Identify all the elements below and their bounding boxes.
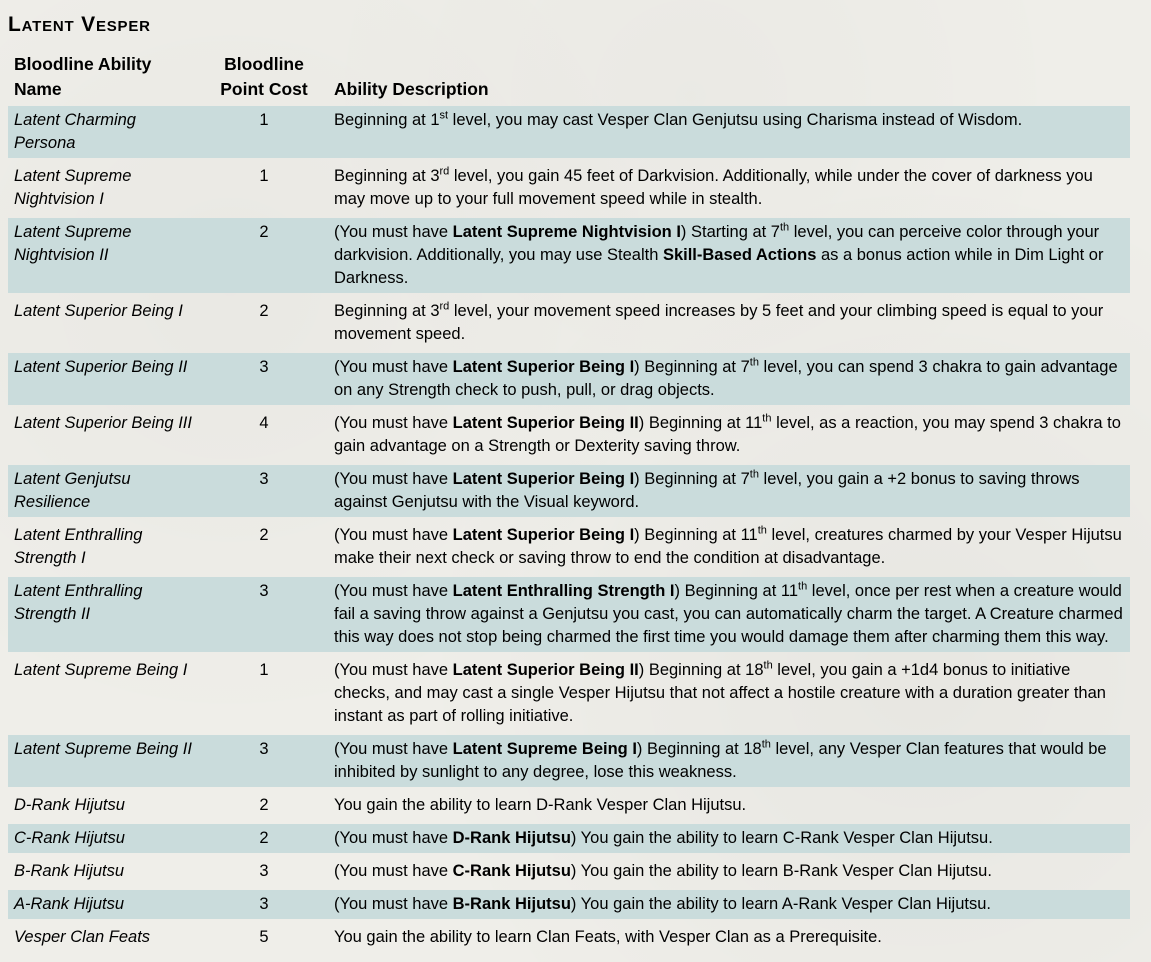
- description-text: (You must have: [334, 862, 453, 880]
- description-text: (You must have: [334, 740, 453, 758]
- description-text: (You must have: [334, 829, 453, 847]
- point-cost: 5: [259, 928, 269, 946]
- description-text: level, any Vesper Clan features that would be inhibited by sunlight to any degree, lose this weakness.: [334, 740, 1107, 781]
- ability-name: Latent Genjutsu Resilience: [8, 465, 200, 517]
- description-text: level, your movement speed increases by 5 feet and your climbing speed is equal to your movement speed.: [334, 302, 1104, 343]
- table-row: [8, 656, 1130, 731]
- table-row: [8, 890, 1130, 919]
- description-text: level, you can spend 3 chakra to gain advantage on any Strength check to push, pull, or drag objects.: [334, 358, 1118, 399]
- ability-name: Latent Superior Being II: [8, 353, 200, 405]
- header-ability-description: Ability Description: [334, 79, 489, 99]
- point-cost: 2: [259, 302, 269, 320]
- ability-name: Latent Enthralling Strength II: [8, 577, 200, 652]
- point-cost: 3: [200, 735, 328, 787]
- prerequisite-text: Skill-Based Actions: [662, 246, 817, 264]
- table-row: [8, 577, 1130, 652]
- ability-description: [328, 409, 1130, 461]
- header-point-cost: Bloodline Point Cost: [220, 54, 308, 99]
- description-text: Beginning at 3: [334, 302, 440, 320]
- prerequisite-text: Latent Supreme Nightvision I: [452, 223, 681, 241]
- description-text: You gain the ability to learn D-Rank Vesper Clan Hijutsu.: [334, 796, 747, 814]
- point-cost: 1: [259, 167, 269, 185]
- bloodline-abilities-table: [8, 48, 1130, 956]
- table-body: [8, 106, 1130, 952]
- ability-name: Latent Superior Being I: [14, 302, 183, 320]
- description-text: ) Beginning at 11: [638, 414, 763, 432]
- description-text: Beginning at 3: [334, 167, 440, 185]
- prerequisite-text: B-Rank Hijutsu: [452, 895, 571, 913]
- description-text: level, you can perceive color through your darkvision. Additionally, you may use Stealth: [334, 223, 1100, 264]
- description-text: ) Beginning at 7: [634, 470, 750, 488]
- description-text: level, you gain a +2 bonus to saving throws against Genjutsu with the Visual keyword.: [334, 470, 1080, 511]
- description-text: (You must have: [334, 223, 453, 241]
- ability-description: [328, 297, 1130, 349]
- point-cost: 1: [259, 661, 269, 679]
- point-cost: 4: [259, 414, 269, 432]
- point-cost: 2: [200, 218, 328, 293]
- ability-description: [328, 162, 1130, 214]
- table-row: [8, 923, 1130, 952]
- ordinal-suffix: st: [439, 109, 449, 122]
- table-row: [8, 297, 1130, 349]
- point-cost: 2: [200, 824, 328, 853]
- ordinal-suffix: th: [761, 738, 771, 751]
- ability-name: Latent Supreme Being I: [14, 661, 188, 679]
- ordinal-suffix: th: [757, 524, 767, 537]
- ordinal-suffix: th: [749, 468, 759, 481]
- ability-description: [328, 577, 1130, 652]
- ability-description: [328, 106, 1130, 158]
- prerequisite-text: Latent Superior Being I: [452, 358, 635, 376]
- point-cost: 3: [200, 577, 328, 652]
- description-text: level, you gain 45 feet of Darkvision. Additionally, while under the cover of darkness you may move up to your full movement speed while in stealth.: [334, 167, 1093, 208]
- ability-name: B-Rank Hijutsu: [14, 862, 125, 880]
- ability-description: [328, 923, 1130, 952]
- ability-name: Latent Charming Persona: [8, 106, 200, 158]
- description-text: ) Beginning at 18: [638, 661, 764, 679]
- ability-name: Latent Supreme Nightvision I: [14, 167, 132, 208]
- description-text: (You must have: [334, 526, 453, 544]
- prerequisite-text: Latent Enthralling Strength I: [452, 582, 675, 600]
- table-row: [8, 521, 1130, 573]
- description-text: as a bonus action while in Dim Light or Darkness.: [334, 246, 1104, 287]
- ability-description: [328, 353, 1130, 405]
- description-text: ) Beginning at 11: [674, 582, 799, 600]
- ordinal-suffix: th: [762, 412, 772, 425]
- ability-description: [328, 656, 1130, 731]
- ability-name: Latent Supreme Being II: [8, 735, 200, 787]
- point-cost: 3: [200, 353, 328, 405]
- prerequisite-text: Latent Supreme Being I: [452, 740, 637, 758]
- table-row: [8, 857, 1130, 886]
- table-row: [8, 824, 1130, 853]
- ability-name: Latent Supreme Nightvision II: [8, 218, 200, 293]
- point-cost: 3: [200, 465, 328, 517]
- ability-name: A-Rank Hijutsu: [8, 890, 200, 919]
- ability-description: [328, 824, 1130, 853]
- description-text: (You must have: [334, 414, 453, 432]
- description-text: (You must have: [334, 470, 453, 488]
- ability-description: [328, 857, 1130, 886]
- ability-name: C-Rank Hijutsu: [8, 824, 200, 853]
- description-text: ) Beginning at 11: [634, 526, 758, 544]
- description-text: level, once per rest when a creature would fail a saving throw against a Genjutsu you cast, you can automatically charm the target. A Creature charmed this way does not stop being charmed the first time you would damage them after charming them this way.: [334, 582, 1123, 646]
- prerequisite-text: C-Rank Hijutsu: [452, 862, 571, 880]
- description-text: ) You gain the ability to learn B-Rank Vesper Clan Hijutsu.: [570, 862, 992, 880]
- description-text: ) Starting at 7: [680, 223, 780, 241]
- prerequisite-text: D-Rank Hijutsu: [452, 829, 571, 847]
- point-cost: 2: [259, 526, 269, 544]
- description-text: Beginning at 1: [334, 111, 440, 129]
- ordinal-suffix: th: [798, 580, 808, 593]
- description-text: (You must have: [334, 582, 453, 600]
- prerequisite-text: Latent Superior Being II: [452, 661, 639, 679]
- table-row: [8, 791, 1130, 820]
- description-text: level, creatures charmed by your Vesper Hijutsu make their next check or saving throw to end the condition at disadvantage.: [334, 526, 1122, 567]
- ability-name: Vesper Clan Feats: [14, 928, 151, 946]
- ordinal-suffix: th: [779, 221, 790, 234]
- description-text: (You must have: [334, 661, 453, 679]
- description-text: level, as a reaction, you may spend 3 chakra to gain advantage on a Strength or Dexterity saving throw.: [334, 414, 1121, 455]
- header-ability-name: Bloodline Ability Name: [14, 54, 152, 99]
- table-header-row: [8, 52, 1130, 102]
- ordinal-suffix: th: [749, 356, 759, 369]
- ability-name: D-Rank Hijutsu: [14, 796, 125, 814]
- table-row: [8, 162, 1130, 214]
- ability-description: [328, 218, 1130, 293]
- table-row: [8, 106, 1130, 158]
- prerequisite-text: Latent Superior Being I: [452, 526, 635, 544]
- table-row: [8, 409, 1130, 461]
- ability-description: [328, 465, 1130, 517]
- ability-description: [328, 791, 1130, 820]
- description-text: (You must have: [334, 358, 453, 376]
- ability-description: [328, 890, 1130, 919]
- description-text: level, you gain a +1d4 bonus to initiative checks, and may cast a single Vesper Hijutsu that not affect a hostile creature with a duration greater than instant as part of rolling initiative.: [334, 661, 1106, 725]
- point-cost: 2: [259, 796, 269, 814]
- description-text: ) Beginning at 7: [634, 358, 750, 376]
- point-cost: 3: [259, 862, 269, 880]
- description-text: ) You gain the ability to learn A-Rank Vesper Clan Hijutsu.: [570, 895, 991, 913]
- description-text: ) You gain the ability to learn C-Rank Vesper Clan Hijutsu.: [570, 829, 993, 847]
- table-row: [8, 735, 1130, 787]
- ability-name: Latent Enthralling Strength I: [14, 526, 143, 567]
- description-text: (You must have: [334, 895, 453, 913]
- description-text: ) Beginning at 18: [636, 740, 762, 758]
- description-text: You gain the ability to learn Clan Feats, with Vesper Clan as a Prerequisite.: [334, 928, 882, 946]
- ordinal-suffix: rd: [439, 300, 450, 313]
- ability-description: [328, 735, 1130, 787]
- table-row: [8, 218, 1130, 293]
- section-title: Latent Vesper: [8, 13, 151, 36]
- table-row: [8, 465, 1130, 517]
- ordinal-suffix: rd: [439, 165, 450, 178]
- prerequisite-text: Latent Superior Being II: [452, 414, 639, 432]
- point-cost: 3: [200, 890, 328, 919]
- prerequisite-text: Latent Superior Being I: [452, 470, 635, 488]
- ordinal-suffix: th: [763, 659, 773, 672]
- description-text: level, you may cast Vesper Clan Genjutsu using Charisma instead of Wisdom.: [448, 111, 1023, 129]
- ability-name: Latent Superior Being III: [14, 414, 192, 432]
- ability-description: [328, 521, 1130, 573]
- point-cost: 1: [200, 106, 328, 158]
- table-row: [8, 353, 1130, 405]
